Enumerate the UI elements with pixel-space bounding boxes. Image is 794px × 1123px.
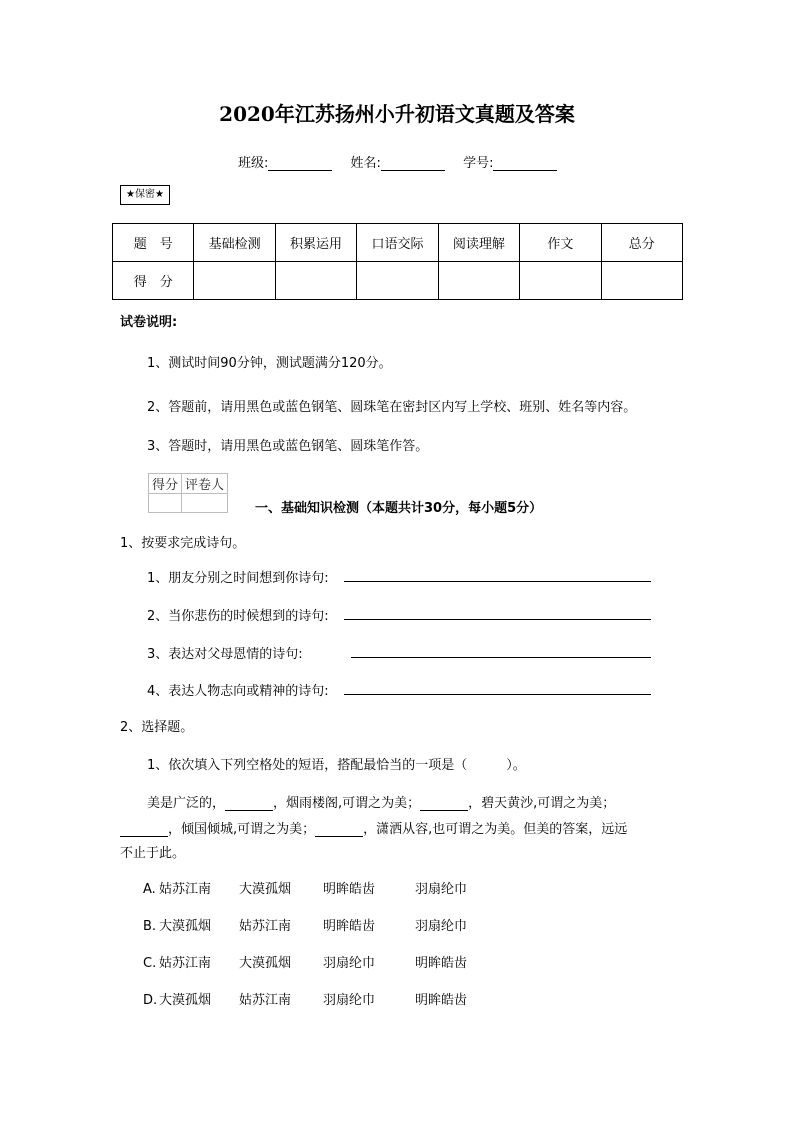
option-c[interactable] [143, 952, 467, 971]
passage-line [120, 818, 627, 837]
option-word: 姑苏江南 [159, 882, 212, 897]
instructions-heading: 试卷说明: [120, 315, 178, 330]
name-blank[interactable] [381, 156, 445, 171]
passage-blank[interactable] [315, 822, 363, 837]
grader-score-cell[interactable] [149, 494, 182, 513]
passage-text: ，倾国倾城,可谓之为美； [168, 822, 316, 837]
option-word: 姑苏江南 [159, 956, 212, 971]
option-label: A. [143, 882, 156, 897]
passage-text: ，碧天黄沙,可谓之为美； [468, 796, 616, 811]
option-word: 羽扇纶巾 [415, 882, 468, 897]
name-label: 姓名: [350, 156, 381, 171]
answer-line[interactable] [344, 680, 651, 695]
score-header-cell: 口语交际 [357, 224, 438, 262]
poem-item-label: 3、表达对父母恩情的诗句: [147, 647, 303, 662]
option-word: 姑苏江南 [239, 919, 292, 934]
score-header-cell: 基础检测 [194, 224, 275, 262]
answer-line[interactable] [351, 643, 651, 658]
instruction-item: 3、答题时，请用黑色或蓝色钢笔、圆珠笔作答。 [147, 439, 429, 454]
grader-table [148, 473, 228, 513]
passage-text: ，潇洒从容,也可谓之为美。但美的答案，远远 [363, 822, 628, 837]
score-header-cell: 题 号 [113, 224, 194, 262]
option-word: 大漠孤烟 [159, 993, 212, 1008]
option-label: B. [143, 919, 157, 934]
option-word: 大漠孤烟 [239, 956, 292, 971]
class-label: 班级: [238, 156, 269, 171]
option-word: 羽扇纶巾 [323, 956, 376, 971]
poem-item-label: 1、朋友分别之时间想到你诗句: [147, 571, 329, 586]
option-d[interactable] [143, 989, 467, 1008]
class-blank[interactable] [268, 156, 332, 171]
instruction-item: 2、答题前，请用黑色或蓝色钢笔、圆珠笔在密封区内写上学校、班别、姓名等内容。 [147, 400, 637, 415]
passage-text: 不止于此。 [120, 846, 186, 861]
score-cell[interactable] [194, 262, 275, 300]
score-header-cell: 总分 [601, 224, 682, 262]
poem-item [147, 643, 303, 662]
instruction-item: 1、测试时间90分钟，测试题满分120分。 [147, 356, 392, 371]
question-stem: 1、按要求完成诗句。 [120, 536, 246, 551]
option-word: 明眸皓齿 [415, 993, 468, 1008]
answer-line[interactable] [344, 567, 651, 582]
score-header-cell: 积累运用 [275, 224, 356, 262]
score-table-score-row [113, 262, 683, 300]
id-label: 学号: [463, 156, 494, 171]
score-cell[interactable] [520, 262, 601, 300]
option-word: 大漠孤烟 [159, 919, 212, 934]
option-word: 明眸皓齿 [323, 882, 376, 897]
answer-line[interactable] [344, 605, 651, 620]
score-header-cell: 阅读理解 [438, 224, 519, 262]
passage-blank[interactable] [225, 796, 273, 811]
score-cell[interactable] [275, 262, 356, 300]
passage-blank[interactable] [420, 796, 468, 811]
sub-question: 1、依次填入下列空格处的短语，搭配最恰当的一项是（ ）。 [147, 758, 526, 773]
section-title: 一、基础知识检测（本题共计30分，每小题5分） [255, 501, 543, 516]
option-label: C. [143, 956, 157, 971]
secret-badge: ★保密★ [120, 185, 170, 205]
passage-line [147, 792, 615, 811]
student-info [238, 152, 571, 171]
option-word: 大漠孤烟 [239, 882, 292, 897]
score-row-label: 得 分 [113, 262, 194, 300]
passage-blank[interactable] [120, 822, 168, 837]
poem-item [147, 680, 329, 699]
passage-text: ，烟雨楼阁,可谓之为美； [273, 796, 421, 811]
poem-item [147, 567, 329, 586]
score-header-cell: 作文 [520, 224, 601, 262]
option-word: 姑苏江南 [239, 993, 292, 1008]
poem-item-label: 4、表达人物志向或精神的诗句: [147, 684, 329, 699]
page-title: 2020年江苏扬州小升初语文真题及答案 [219, 102, 575, 126]
option-a[interactable] [143, 878, 467, 897]
grader-name-cell[interactable] [182, 494, 228, 513]
score-table-header-row [113, 224, 683, 262]
poem-item [147, 605, 329, 624]
grader-score-label: 得分 [149, 474, 182, 494]
score-table [112, 223, 683, 300]
question-stem: 2、选择题。 [120, 720, 194, 735]
score-cell[interactable] [357, 262, 438, 300]
score-cell[interactable] [438, 262, 519, 300]
passage-text: 美是广泛的， [147, 796, 226, 811]
option-word: 羽扇纶巾 [323, 993, 376, 1008]
option-label: D. [143, 993, 158, 1008]
option-word: 羽扇纶巾 [415, 919, 468, 934]
poem-item-label: 2、当你悲伤的时候想到的诗句: [147, 609, 329, 624]
option-word: 明眸皓齿 [415, 956, 468, 971]
score-cell[interactable] [601, 262, 682, 300]
id-blank[interactable] [493, 156, 557, 171]
option-b[interactable] [143, 915, 467, 934]
grader-name-label: 评卷人 [182, 474, 228, 494]
option-word: 明眸皓齿 [323, 919, 376, 934]
